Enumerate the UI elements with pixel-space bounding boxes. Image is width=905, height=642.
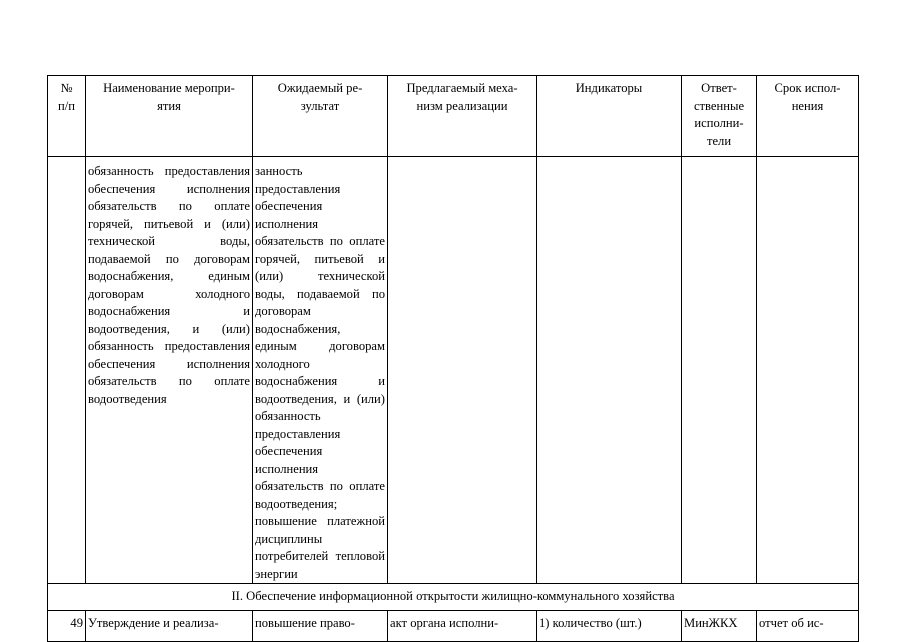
header-deadline: Срок испол- нения (757, 76, 859, 157)
measures-table (47, 75, 859, 642)
cell-name-continuation: обязанность предоставления обеспечения исполнения обязательств по оплате горячей, питьевой и (или) технической воды, подаваемой по договорам водоснабжения, единым договорам холодного водоснабжения и водоотведения, и (или) обязанность предоставления обеспечения исполнения обязательств по оплате водоотведения (86, 157, 253, 584)
header-result: Ожидаемый ре- зультат (253, 76, 388, 157)
cell-indicators-empty (537, 157, 682, 584)
header-mechanism: Предлагаемый меха- низм реализации (388, 76, 537, 157)
table-header-row (48, 76, 859, 157)
cell-row-number: 49 (48, 611, 86, 642)
cell-indicators: 1) количество (шт.) (537, 611, 682, 642)
cell-deadline-empty (757, 157, 859, 584)
section-title: II. Обеспечение информационной открытости жилищно-коммунального хозяйства (48, 584, 859, 611)
cell-num-empty (48, 157, 86, 584)
table-row-continuation (48, 157, 859, 584)
header-name: Наименование меропри- ятия (86, 76, 253, 157)
header-responsible: Ответ- ственные исполни- тели (682, 76, 757, 157)
cell-result: повышение право- (253, 611, 388, 642)
cell-deadline: отчет об ис- (757, 611, 859, 642)
header-indicators: Индикаторы (537, 76, 682, 157)
cell-name: Утверждение и реализа- (86, 611, 253, 642)
cell-responsible-empty (682, 157, 757, 584)
cell-result-continuation: занность предоставления обеспечения исполнения обязательств по оплате горячей, питьевой и (или) технической воды, подаваемой по договорам водоснабжения, единым договорам холодного водоснабжения и водоотведения, и (или) обязанность предоставления обеспечения исполнения обязательств по оплате водоотведения; повышение платежной дисциплины потребителей тепловой энергии (253, 157, 388, 584)
cell-mechanism-empty (388, 157, 537, 584)
table-row-49 (48, 611, 859, 642)
cell-responsible: МинЖКХ (682, 611, 757, 642)
section-heading-row (48, 584, 859, 611)
header-num: № п/п (48, 76, 86, 157)
cell-mechanism: акт органа исполни- (388, 611, 537, 642)
